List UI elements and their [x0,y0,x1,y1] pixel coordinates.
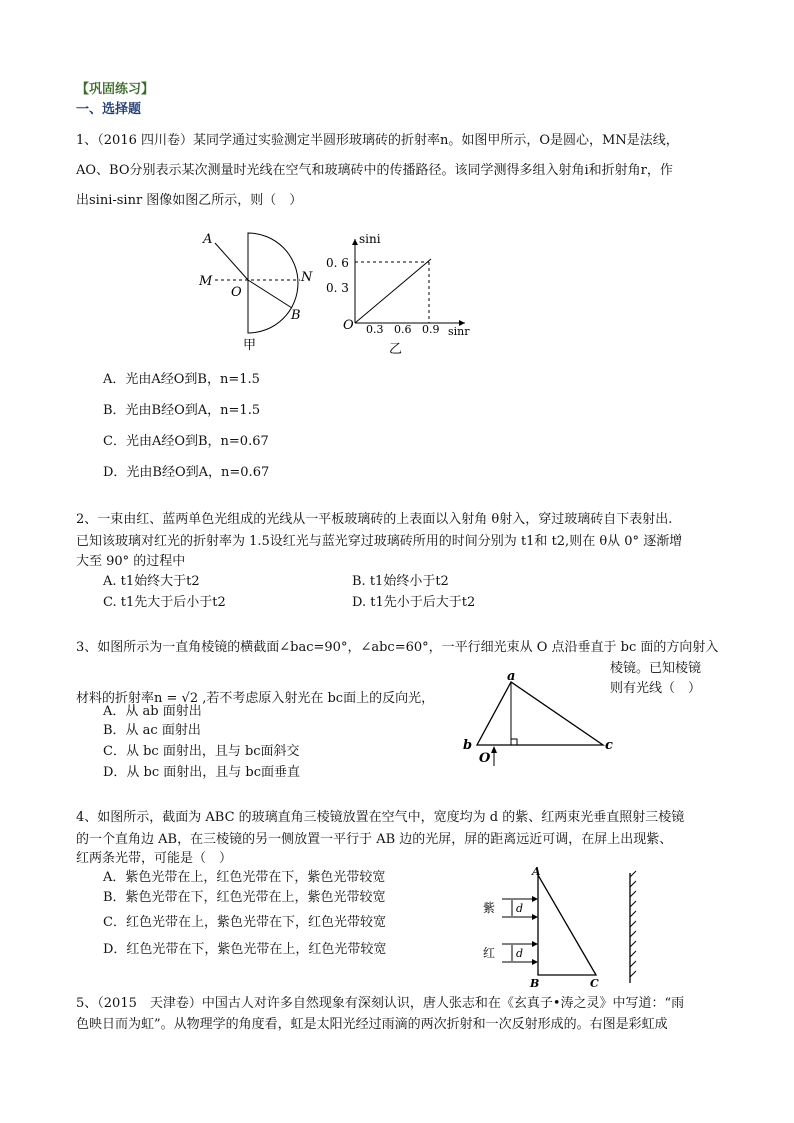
label-a: A [532,865,541,878]
origin-label: O [343,318,354,333]
fig-yi [326,232,470,357]
caption-jia: 甲 [243,338,257,353]
label-m: M [199,274,213,289]
ray-ob [248,280,292,308]
q3-option-d: D．从 bc 面射出，且与 bc面垂直 [103,765,301,780]
q4-prism-figure [478,865,648,990]
q2-option-d: D. t1先小于后大于t2 [352,595,476,610]
fig-jia [198,232,313,353]
q2-line2: 已知该玻璃对红光的折射率为 1.5设红光与蓝光穿过玻璃砖所用的时间分别为 t1和 t2,则在 θ从 0° 逐渐增 [76,534,683,549]
q1-line1: 1、（2016 四川卷）某同学通过实验测定半圆形玻璃砖的折射率n。如图甲所示，O是圆心，MN是法线， [76,133,679,148]
q3-line2: 棱镜。已知棱镜 [610,661,702,676]
q3-prism-figure [455,670,630,770]
label-b: b [463,738,473,753]
tick-x03: 0.3 [366,323,384,336]
tick-y06: 0. 6 [326,256,349,270]
q4-line1: 4、如图所示，截面为 ABC 的玻璃直角三棱镜放置在空气中，宽度均为 d 的紫、红两束光垂直照射三棱镜 [76,810,685,825]
q1-option-d: D．光由B经O到A，n=0.67 [103,465,270,480]
label-d-violet: d [516,902,524,915]
caption-yi: 乙 [389,342,403,357]
q2-option-c: C. t1先大于后小于t2 [103,595,226,610]
label-n: N [301,270,313,285]
label-a: a [507,670,516,684]
label-red: 红 [483,946,496,960]
q1-option-c: C．光由A经O到B，n=0.67 [103,434,269,449]
label-b: B [291,308,301,323]
label-c: c [605,738,613,753]
label-o: O [231,285,242,300]
screen-hatch [630,871,636,977]
label-d-red: d [516,947,524,960]
q2-line1: 2、一束由红、蓝两单色光组成的光线从一平板玻璃砖的上表面以入射角 θ射入，穿过玻璃砖自下表射出. [76,512,673,527]
triangle-prism [538,875,596,975]
q2-option-a: A. t1始终大于t2 [103,574,200,589]
y-arrow [352,239,358,245]
q4-option-b: B．紫色光带在下，红色光带在上，紫色光带较宽 [103,890,386,905]
incident-arrow [491,746,497,753]
q1-option-a: A．光由A经O到B，n=1.5 [103,372,260,387]
q4-line3: 红两条光带，可能是（ ） [76,851,233,866]
q4-option-a: A．紫色光带在上，红色光带在下，紫色光带较宽 [103,870,386,885]
x-axis-label: sinr [448,325,470,338]
ray-ao [215,243,248,280]
right-angle-mark [511,739,517,745]
q3-line1: 3、如图所示为一直角棱镜的横截面∠bac=90°，∠abc=60°，一平行细光束从 O 点沿垂直于 bc 面的方向射入 [76,640,719,655]
tick-x06: 0.6 [394,323,412,336]
q1-figures [195,225,485,360]
q2-option-b: B. t1始终小于t2 [352,574,449,589]
tick-x09: 0.9 [422,323,440,336]
q3-option-b: B．从 ac 面射出 [103,723,201,738]
q3-option-a: A．从 ab 面射出 [103,704,202,719]
q4-option-c: C．红色光带在上，紫色光带在下，红色光带较宽 [103,915,386,930]
section-title: 一、选择题 [76,102,142,117]
y-axis-label: sini [359,232,381,246]
q5-line1: 5、（2015 天津卷）中国古人对许多自然现象有深刻认识，唐人张志和在《玄真子•涛之灵》中写道：“雨 [76,996,685,1011]
label-violet: 紫 [483,901,496,915]
q3-line3: 材料的折射率n = √2 ,若不考虑原入射光在 bc面上的反向光， [76,691,435,706]
tick-y03: 0. 3 [326,281,349,295]
q4-line2: 的一个直角边 AB，在三棱镜的另一侧放置一平行于 AB 边的光屏，屏的距离远近可调，在屏上出现紫、 [76,832,673,847]
q3-option-c: C．从 bc 面射出，且与 bc面斜交 [103,744,300,759]
label-a: A [203,232,213,247]
q2-line3: 大至 90° 的过程中 [76,554,186,569]
q3-line3-right: 则有光线（ ） [610,681,702,696]
q5-line2: 色映日而为虹”。从物理学的角度看，虹是太阳光经过雨滴的两次折射和一次反射形成的。右图是彩虹成 [76,1017,668,1032]
q4-option-d: D．红色光带在下，紫色光带在上，红色光带较宽 [103,942,387,957]
q1-line2: AO、BO分别表示某次测量时光线在空气和玻璃砖中的传播路径。该同学测得多组入射角i和折射角r，作 [76,163,673,178]
label-b: B [530,977,540,990]
label-o: O [479,751,491,766]
data-line [355,259,431,323]
right-angle-prism [477,682,603,745]
q1-line3: 出sini-sinr 图像如图乙所示，则（ ） [76,193,303,208]
section-tag: 【巩固练习】 [76,82,155,97]
label-c: C [590,977,599,990]
q1-option-b: B．光由B经O到A，n=1.5 [103,403,261,418]
